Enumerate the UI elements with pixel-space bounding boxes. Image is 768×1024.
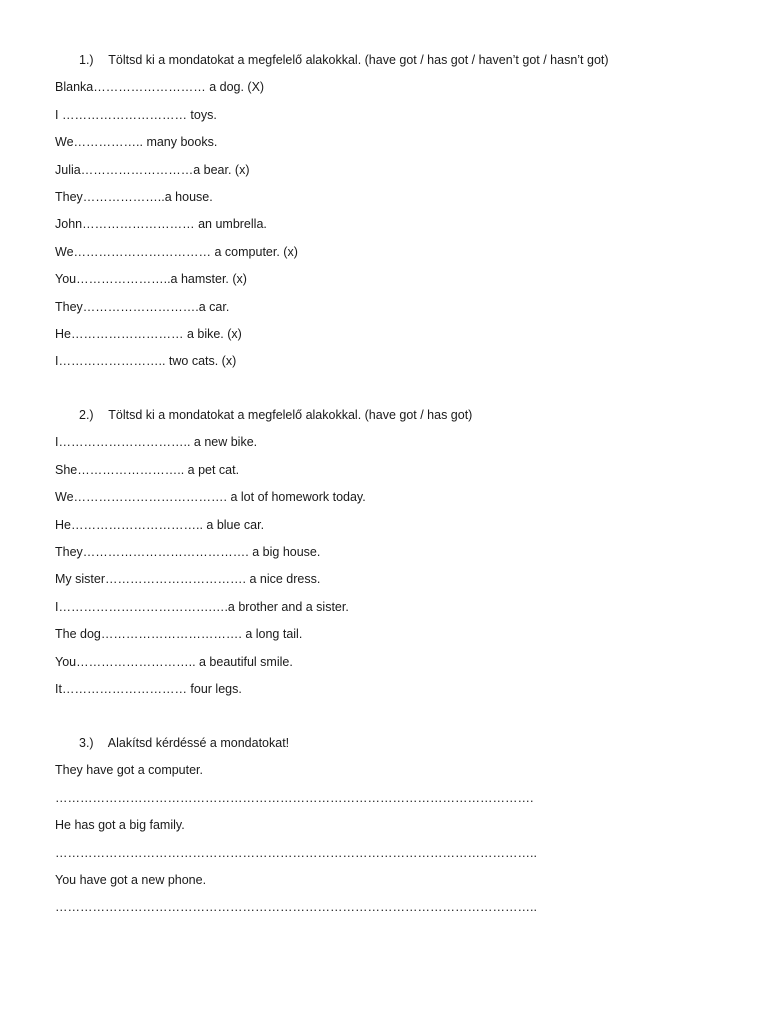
exercise-1-line: I ………………………… toys. xyxy=(55,107,217,122)
exercise-2 xyxy=(55,406,715,707)
exercise-3-sentence: You have got a new phone. xyxy=(55,872,207,887)
exercise-2-number: 2.) xyxy=(79,408,94,422)
exercise-1-line: We…………….. many books. xyxy=(55,135,218,150)
exercise-1-line: He……………………… a bike. (x) xyxy=(55,326,242,341)
exercise-3-instruction: Alakítsd kérdéssé a mondatokat! xyxy=(107,736,290,750)
exercise-2-line: We………………………………. a lot of homework today. xyxy=(55,490,366,505)
exercise-1-line: You…………………..a hamster. (x) xyxy=(55,272,247,287)
exercise-3 xyxy=(55,734,715,926)
exercise-2-instruction: Töltsd ki a mondatokat a megfelelő alakokkal. (have got / has got) xyxy=(108,408,473,422)
exercise-1-line: They………………..a house. xyxy=(55,189,213,204)
exercise-3-answer-line: …………………………………………………………………………………………………….. xyxy=(55,845,537,860)
exercise-3-sentence: He has got a big family. xyxy=(55,818,185,833)
exercise-2-line: You……………………….. a beautiful smile. xyxy=(55,654,293,669)
exercise-3-sentence: They have got a computer. xyxy=(55,763,204,778)
exercise-1 xyxy=(55,51,715,380)
exercise-2-line: I……………………………….….a brother and a sister. xyxy=(55,599,349,614)
exercise-2-line: It………………………… four legs. xyxy=(55,681,242,696)
exercise-2-line: My sister……………………………. a nice dress. xyxy=(55,572,321,587)
exercise-2-heading xyxy=(55,406,715,433)
exercise-2-line: He………………………….. a blue car. xyxy=(55,517,265,532)
exercise-1-line: Blanka……………………… a dog. (X) xyxy=(55,80,265,95)
exercise-3-answer-line: ……………………………………………………………………………………………………. xyxy=(55,790,534,805)
exercise-2-line: They…………………………………. a big house. xyxy=(55,544,321,559)
exercise-2-line: The dog……………………………. a long tail. xyxy=(55,627,303,642)
exercise-1-number: 1.) xyxy=(79,53,94,67)
exercise-3-answer-line: …………………………………………………………………………………………………….. xyxy=(55,900,537,915)
exercise-1-line: We…………………………… a computer. (x) xyxy=(55,244,298,259)
exercise-2-line: I………………………….. a new bike. xyxy=(55,435,258,450)
exercise-3-heading xyxy=(55,734,715,761)
exercise-1-line: They……………………….a car. xyxy=(55,299,230,314)
exercise-1-instruction: Töltsd ki a mondatokat a megfelelő alakokkal. (have got / has got / haven’t got / hasn’t got) xyxy=(108,53,609,67)
exercise-1-heading xyxy=(55,51,715,78)
exercise-1-line: Julia………………………a bear. (x) xyxy=(55,162,250,177)
exercise-1-line: I…………………….. two cats. (x) xyxy=(55,354,237,369)
exercise-3-number: 3.) xyxy=(79,736,94,750)
exercise-2-line: She…………………….. a pet cat. xyxy=(55,462,240,477)
exercise-1-line: John……………………… an umbrella. xyxy=(55,217,267,232)
